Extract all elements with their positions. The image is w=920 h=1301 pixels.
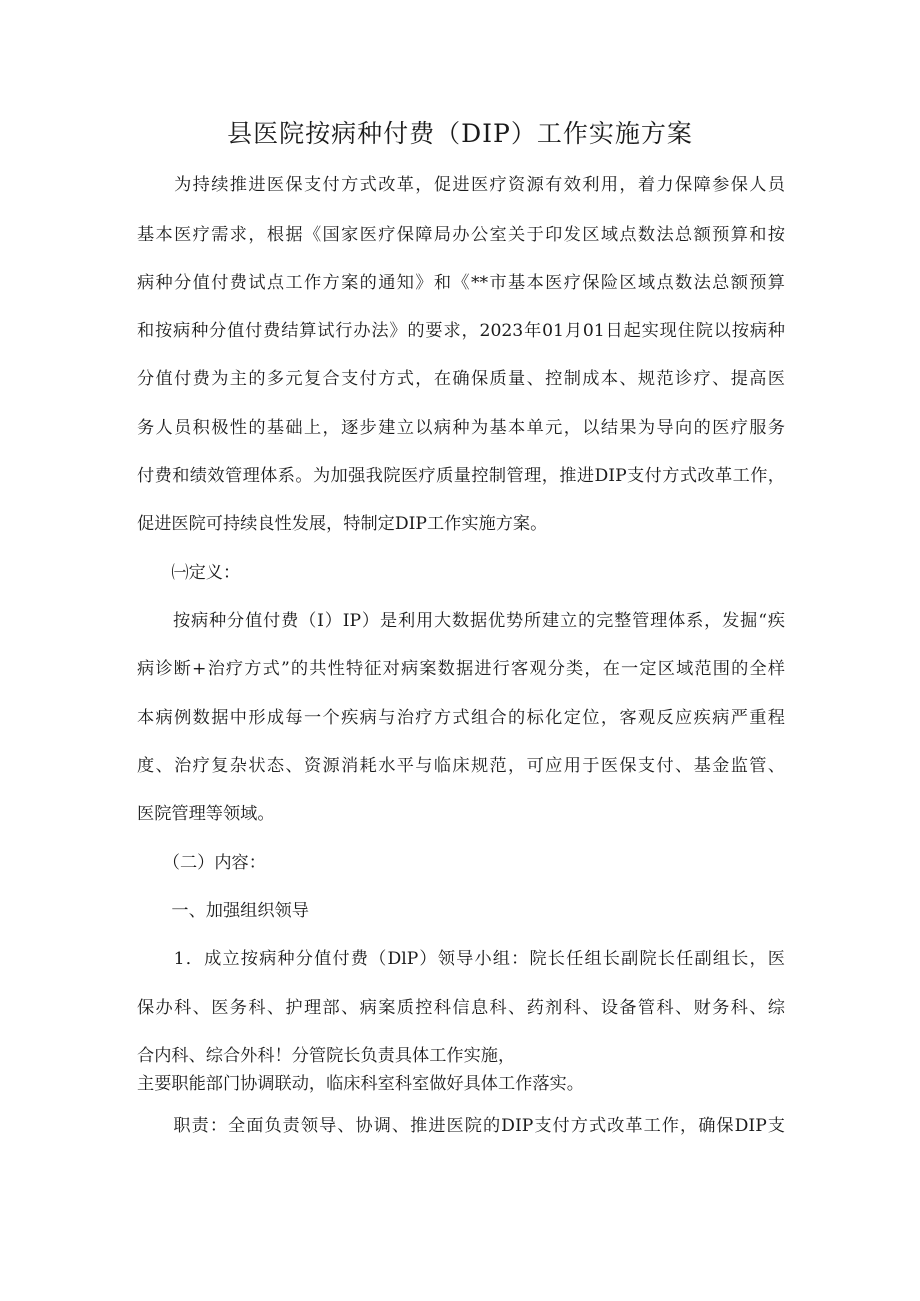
paragraph-line: 和按病种分值付费结算试行办法》的要求，2023年01月01日起实现住院以按病种 <box>137 321 785 341</box>
paragraph-line: 主要职能部门协调联动，临床科室科室做好具体工作落实。 <box>137 1074 584 1094</box>
paragraph-line: 病种分值付费试点工作方案的通知》和《**市基本医疗保险区域点数法总额预算 <box>137 273 785 293</box>
paragraph-line: 职责：全面负责领导、协调、推进医院的DIP支付方式改革工作，确保DIP支 <box>137 1116 785 1136</box>
paragraph-line: 务人员积极性的基础上，逐步建立以病种为基本单元，以结果为导向的医疗服务 <box>137 418 785 438</box>
paragraph-line: 合内科、综合外科！分管院长负责具体工作实施， <box>137 1046 516 1066</box>
paragraph-line: 度、治疗复杂状态、资源消耗水平与临床规范，可应用于医保支付、基金监管、 <box>137 756 785 776</box>
section-heading-organization: 一、加强组织领导 <box>137 901 309 921</box>
paragraph-line: 促进医院可持续良性发展，特制定DIP工作实施方案。 <box>137 514 548 534</box>
document-title: 县医院按病种付费（DIP）工作实施方案 <box>227 119 693 148</box>
paragraph-line: 1．成立按病种分值付费（DlP）领导小组：院长任组长副院长任副组长，医 <box>137 949 785 969</box>
paragraph-line: 付费和绩效管理体系。为加强我院医疗质量控制管理，推进DIP支付方式改革工作， <box>137 466 785 486</box>
paragraph-line: 为持续推进医保支付方式改革，促进医疗资源有效利用，着力保障参保人员 <box>137 175 785 195</box>
paragraph-line: 本病例数据中形成每一个疾病与治疗方式组合的标化定位，客观反应疾病严重程 <box>137 708 785 728</box>
paragraph-line: 病诊断+治疗方式”的共性特征对病案数据进行客观分类，在一定区域范围的全样 <box>137 659 785 679</box>
paragraph-line: 分值付费为主的多元复合支付方式，在确保质量、控制成本、规范诊疗、提高医 <box>137 369 785 389</box>
paragraph-line: 保办科、医务科、护理部、病案质控科信息科、药剂科、设备管科、财务科、综 <box>137 998 785 1018</box>
section-heading-content: （二）内容： <box>137 853 266 873</box>
paragraph-line: 按病种分值付费（I）IP）是利用大数据优势所建立的完整管理体系，发掘“疾 <box>137 611 785 631</box>
section-heading-definition: ㈠定义： <box>137 563 241 583</box>
paragraph-line: 医院管理等领域。 <box>137 804 275 824</box>
paragraph-line: 基本医疗需求，根据《国家医疗保障局办公室关于印发区域点数法总额预算和按 <box>137 225 785 245</box>
